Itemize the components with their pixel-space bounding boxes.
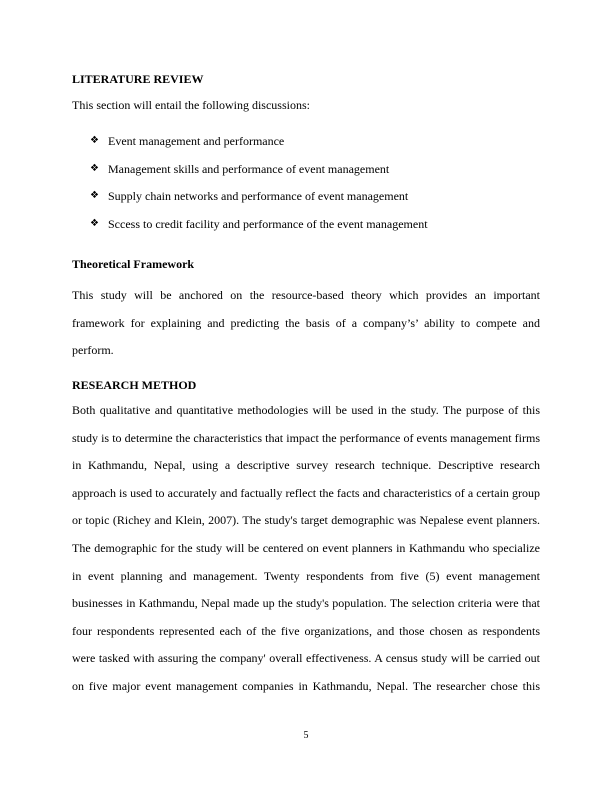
research-method-paragraph	[72, 397, 540, 701]
paragraph-line: were tasked with assuring the company' overall effectiveness. A census study will be carried out	[72, 651, 540, 666]
paragraph-line: on five major event management companies in Kathmandu, Nepal. The researcher chose this	[72, 678, 540, 693]
paragraph-line: study is to determine the characteristics that impact the performance of events management firms	[72, 430, 540, 445]
paragraph-line: or topic (Richey and Klein, 2007). The study's target demographic was Nepalese event planners.	[72, 513, 540, 528]
page-number: 5	[303, 730, 309, 741]
paragraph-line: Both qualitative and quantitative methodologies will be used in the study. The purpose of this	[72, 403, 540, 417]
diamond-bullet-icon: ❖	[90, 162, 99, 174]
paragraph-line: perform.	[72, 343, 114, 358]
paragraph-line: in Kathmandu, Nepal, using a descriptive survey research technique. Descriptive research	[72, 458, 540, 473]
literature-review-heading: LITERATURE REVIEW	[72, 72, 204, 86]
literature-review-intro: This section will entail the following discussions:	[72, 98, 310, 112]
paragraph-line: The demographic for the study will be centered on event planners in Kathmandu who specialize	[72, 540, 540, 555]
diamond-bullet-icon: ❖	[90, 135, 99, 146]
list-item-text: Supply chain networks and performance of event management	[108, 189, 409, 204]
paragraph-line: four respondents represented each of the five organizations, and those chosen as respondents	[72, 623, 540, 638]
paragraph-line: This study will be anchored on the resource-based theory which provides an important	[72, 288, 540, 302]
diamond-bullet-icon: ❖	[90, 190, 99, 202]
theoretical-framework-paragraph	[72, 282, 540, 365]
paragraph-line: approach is used to accurately and factually reflect the facts and characteristics of a certain group	[72, 485, 540, 500]
diamond-bullet-icon: ❖	[90, 217, 99, 229]
list-item-text: Event management and performance	[108, 134, 285, 148]
paragraph-line: in event planning and management. Twenty respondents from five (5) event management	[72, 568, 540, 583]
research-method-heading: RESEARCH METHOD	[72, 378, 197, 392]
list-item-text: Sccess to credit facility and performance of the event management	[108, 216, 428, 231]
paragraph-line: businesses in Kathmandu, Nepal made up the study's population. The selection criteria were that	[72, 596, 540, 611]
theoretical-framework-heading: Theoretical Framework	[72, 257, 195, 271]
list-item-text: Management skills and performance of event management	[108, 161, 390, 176]
paragraph-line: framework for explaining and predicting the basis of a company’s’ ability to compete and	[72, 315, 540, 330]
